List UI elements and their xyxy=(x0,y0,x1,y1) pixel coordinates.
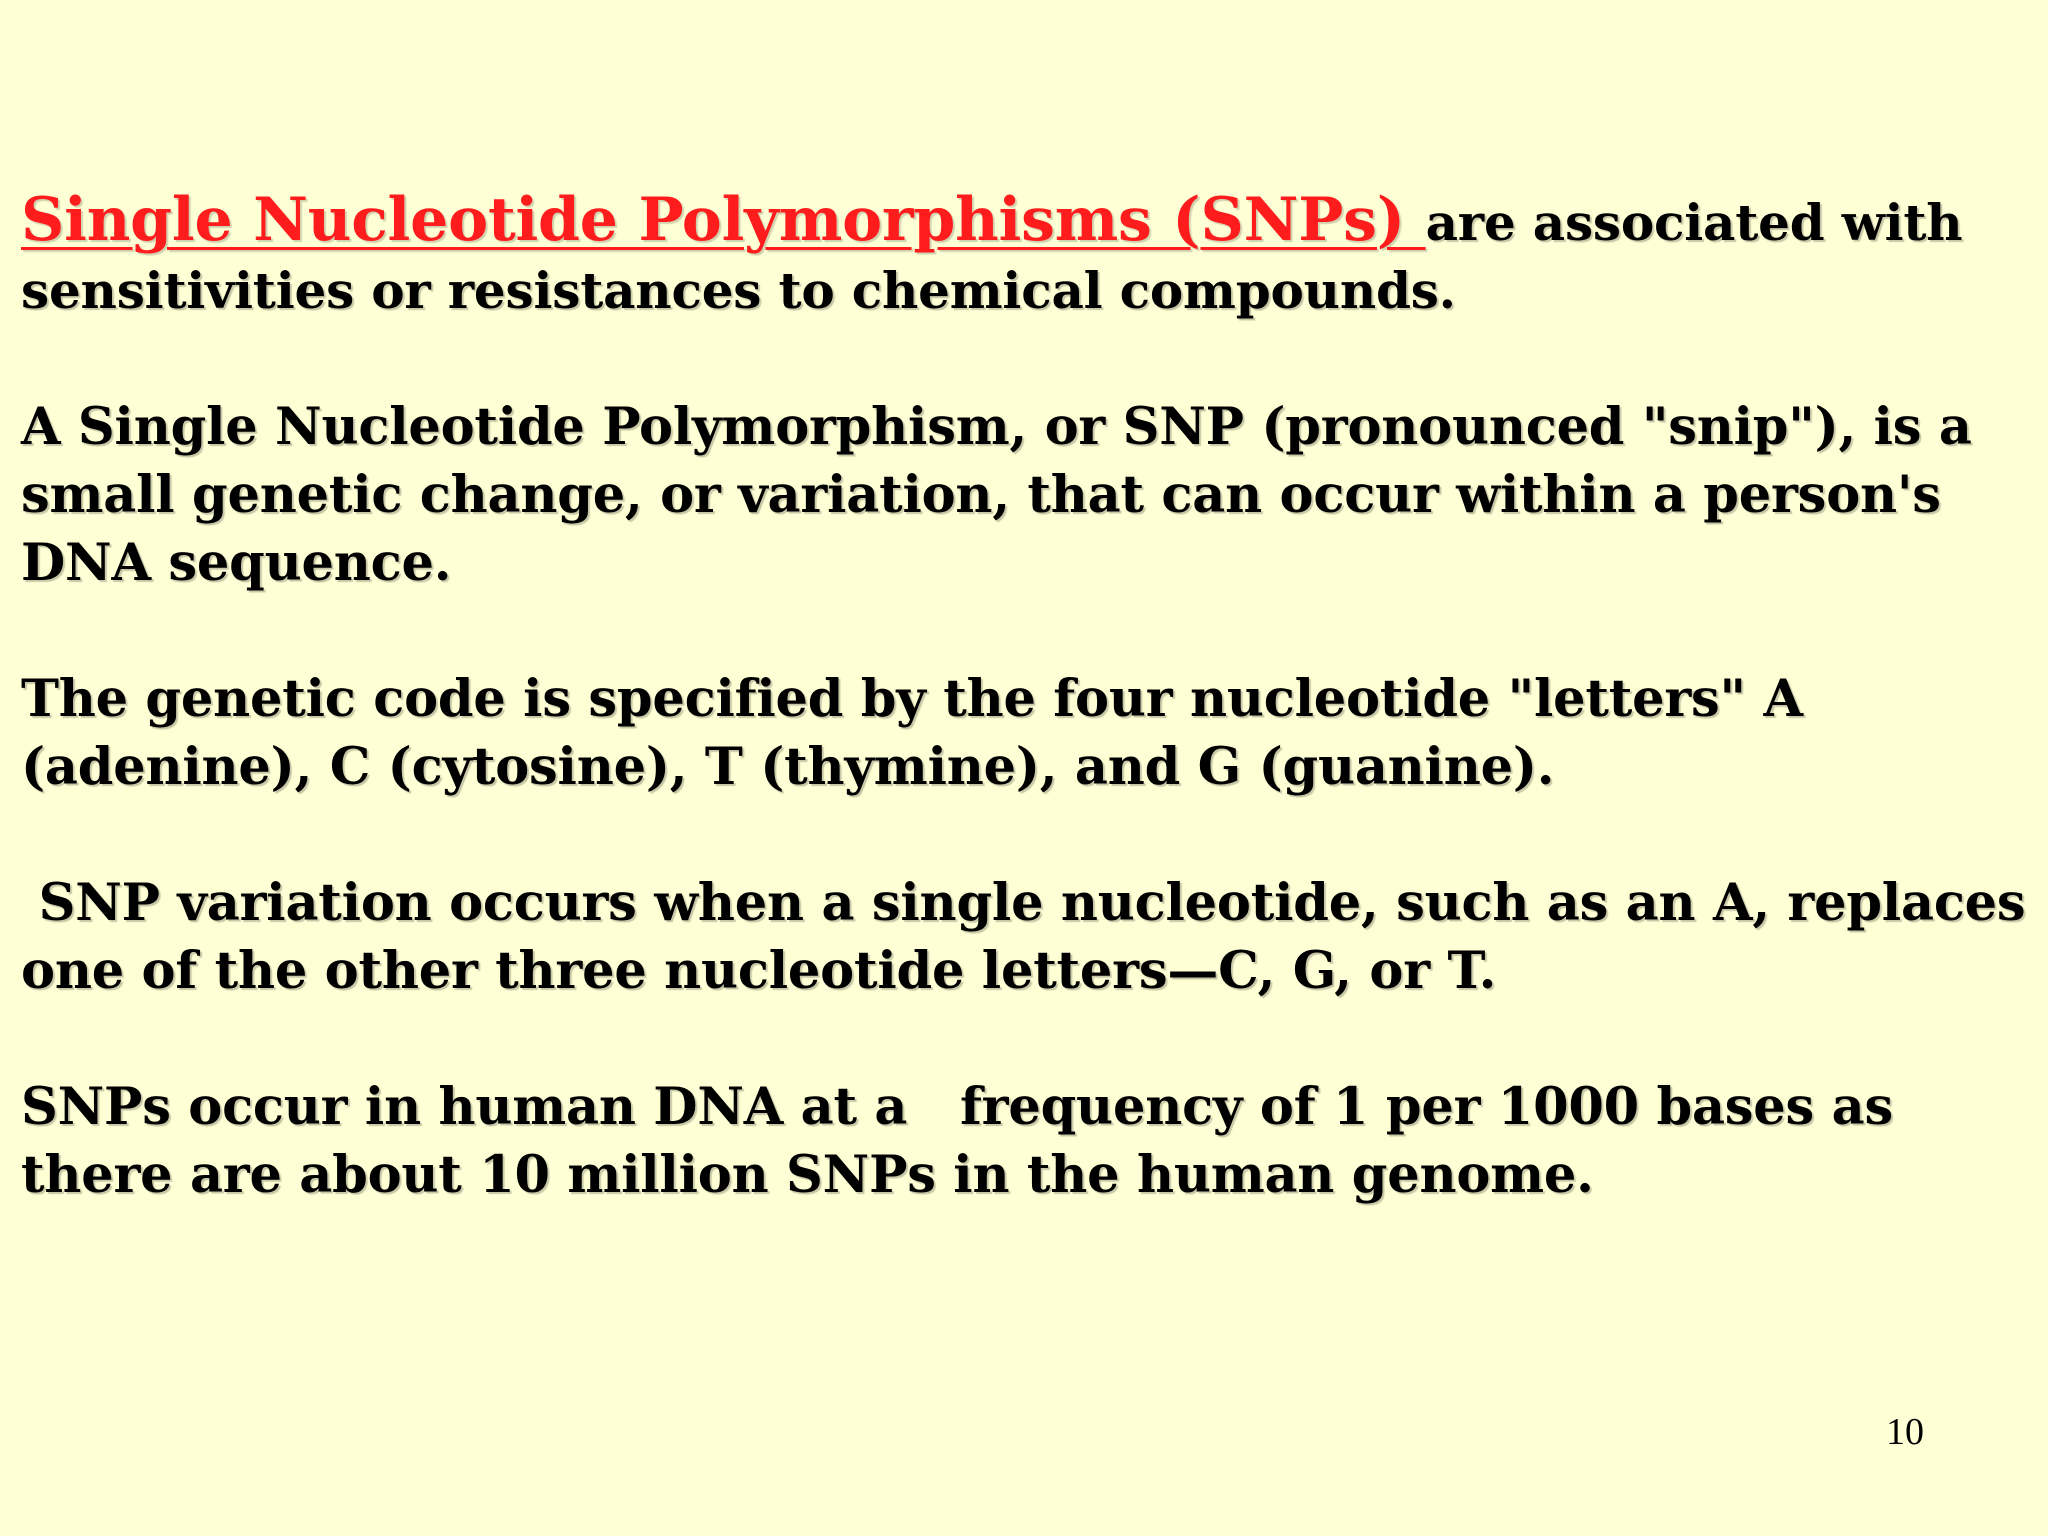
snp-definition-paragraph: A Single Nucleotide Polymorphism, or SNP (pronounced "snip"), is a small genetic change, or variation, that can occur within a person's DNA sequence. xyxy=(21,397,1972,593)
genetic-code-paragraph: The genetic code is specified by the four nucleotide "letters" A (adenine), C (cytosine), T (thymine), and G (guanine). xyxy=(21,669,1803,797)
snp-frequency-paragraph: SNPs occur in human DNA at a frequency of 1 per 1000 bases as there are about 10 million SNPs in the human genome. xyxy=(21,1077,1929,1205)
slide-content xyxy=(21,185,2044,1209)
intro-paragraph xyxy=(21,186,2031,325)
page-number: 10 xyxy=(1886,1411,1924,1453)
snp-title-link[interactable]: Single Nucleotide Polymorphisms (SNPs) xyxy=(21,185,1426,255)
snp-variation-paragraph: SNP variation occurs when a single nucleotide, such as an A, replaces one of the other three nucleotide letters—C, G, or T. xyxy=(21,873,2044,1001)
intro-text: are associated with sensitivities or resistances to chemical compounds. xyxy=(21,193,1963,320)
